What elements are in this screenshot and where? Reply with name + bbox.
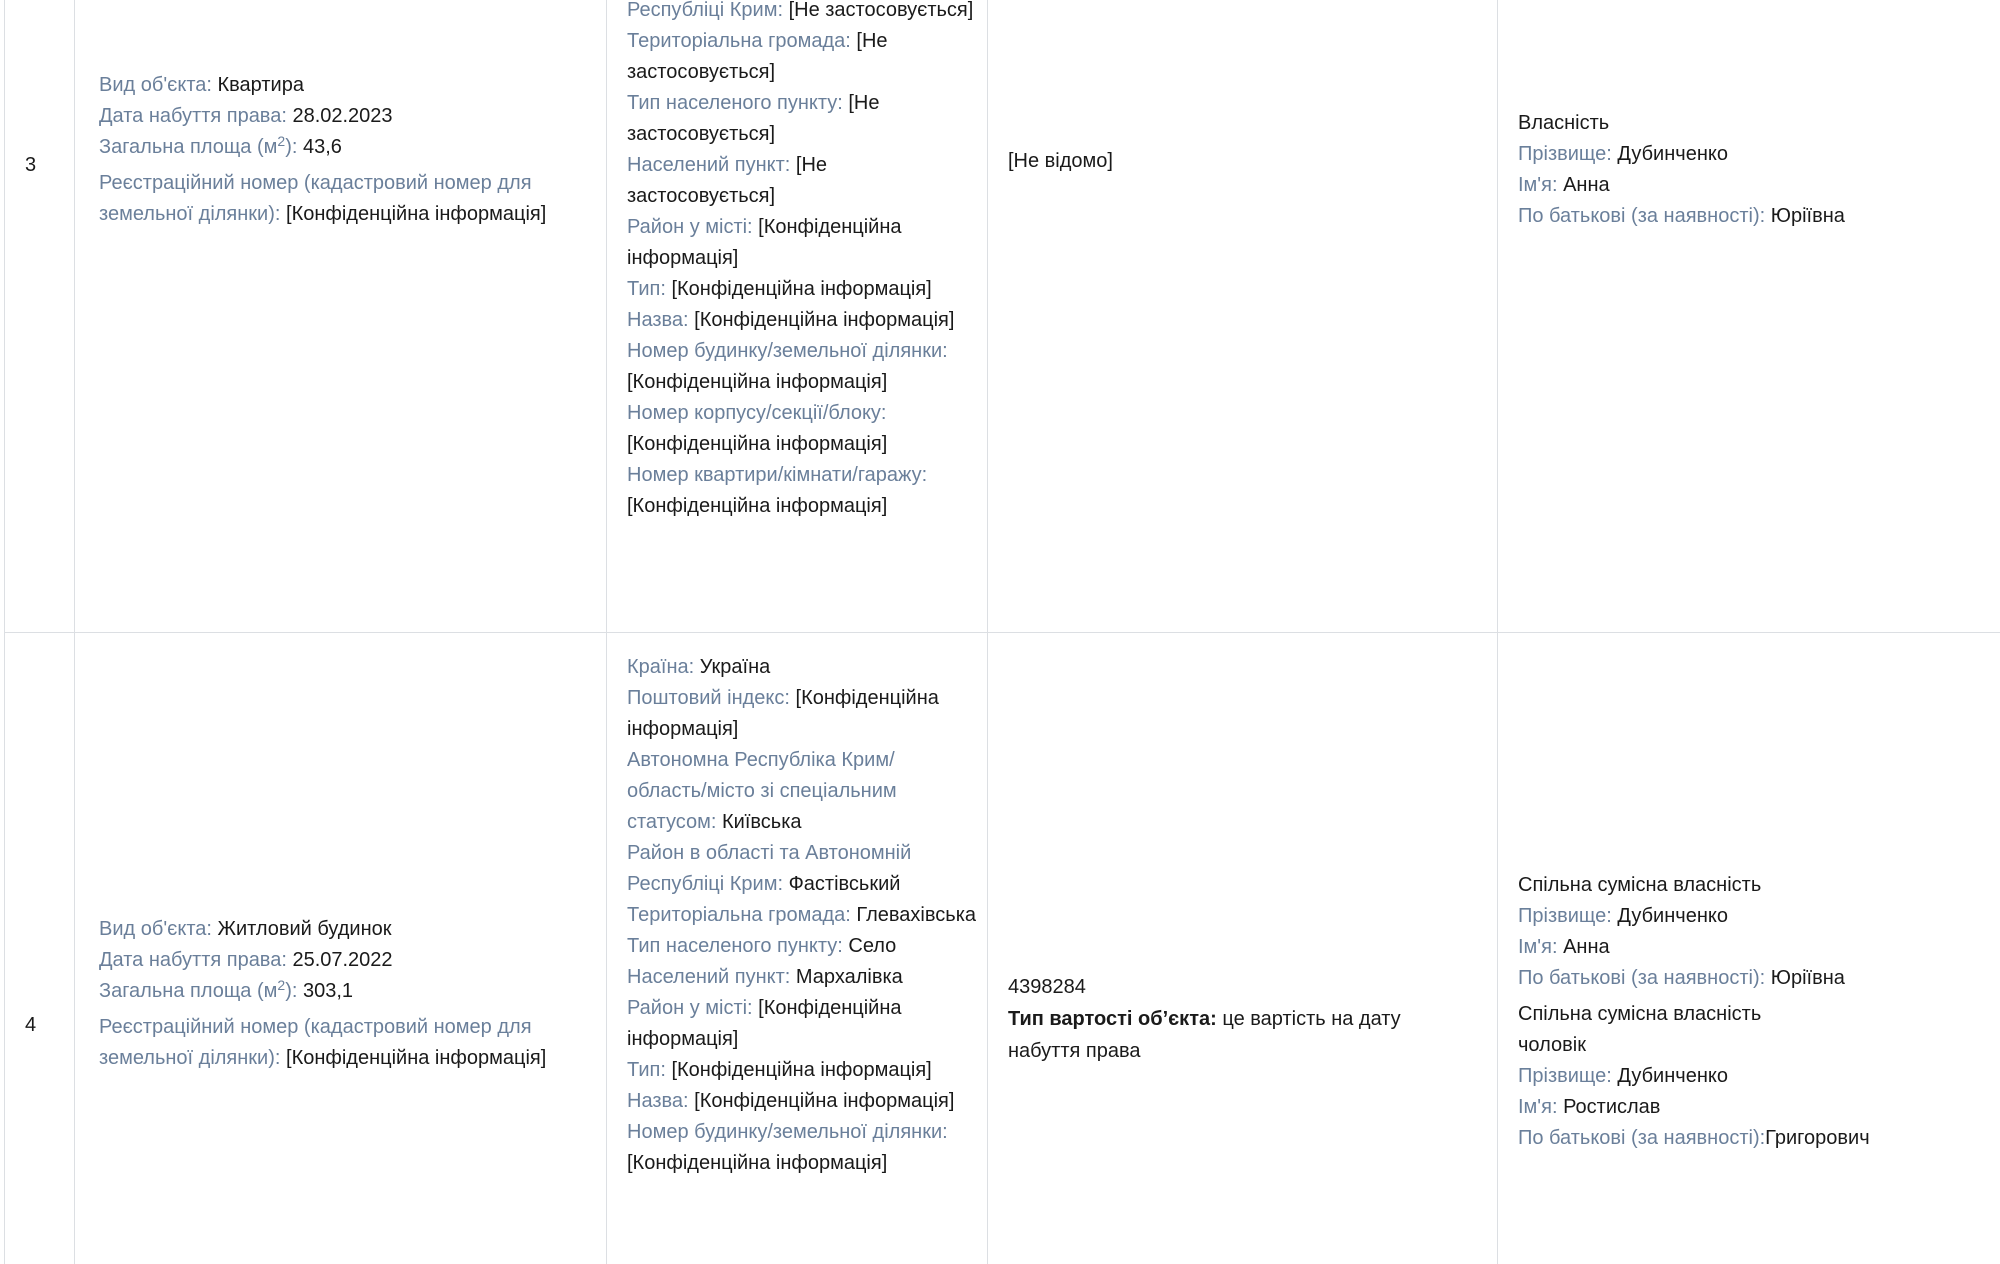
address-cell: [607, 0, 988, 632]
street-type-label: Тип:: [627, 1059, 666, 1081]
last-name-label: Прізвище:: [1518, 905, 1612, 927]
owner-first-name-line: [1518, 932, 1918, 963]
community-label: Територіальна громада:: [627, 904, 851, 926]
city-district-value: [Конфіденційна інформація]: [627, 997, 902, 1050]
owner-first-name-line: [1518, 170, 1988, 201]
row-number-cell: [5, 0, 75, 632]
registration-number-value: [Конфіденційна інформація]: [286, 203, 547, 225]
object-type-line: [99, 914, 559, 945]
street-type-line: [627, 1055, 977, 1086]
owner-last-name-line: [1518, 901, 1918, 932]
value-cell: [988, 0, 1498, 632]
acquired-date-label: Дата набуття права:: [99, 105, 287, 127]
district-value: Фастівський: [788, 873, 901, 895]
owner-last-name: Дубинченко: [1617, 1065, 1728, 1087]
community-line: [627, 26, 977, 88]
owners-cell: [1498, 632, 2000, 1264]
street-name-label: Назва:: [627, 309, 689, 331]
apartment-number-value: [Конфіденційна інформація]: [627, 495, 888, 517]
ownership-type: Спільна сумісна власність: [1518, 874, 1762, 896]
owner-relation: чоловік: [1518, 1034, 1586, 1056]
building-number-value: [Конфіденційна інформація]: [627, 433, 888, 455]
region-label: Автономна Республіка Крим/ область/місто зі спеціальним статусом:: [627, 749, 897, 833]
row-number: 4: [25, 1014, 37, 1036]
house-number-label: Номер будинку/земельної ділянки:: [627, 1121, 948, 1143]
region-value: Київська: [722, 811, 802, 833]
owner-entry: [1518, 870, 1918, 994]
district-value: [Не застосовується]: [788, 0, 974, 21]
country-label: Країна:: [627, 656, 695, 678]
owner-patronymic-line: [1518, 1123, 1918, 1154]
settlement-type-label: Тип населеного пункту:: [627, 935, 843, 957]
first-name-label: Ім'я:: [1518, 1096, 1558, 1118]
owner-first-name-line: [1518, 1092, 1918, 1123]
owner-patronymic: Юріївна: [1770, 967, 1845, 989]
value-type-text: це вартість на дату набуття права: [1008, 1008, 1401, 1062]
acquired-date-line: [99, 101, 559, 132]
street-type-value: [Конфіденційна інформація]: [671, 1059, 932, 1081]
settlement-type-value: Село: [848, 935, 897, 957]
street-name-value: [Конфіденційна інформація]: [694, 309, 955, 331]
owner-patronymic-line: [1518, 963, 1918, 994]
community-value: Глевахівська: [856, 904, 977, 926]
object-type-line: [99, 70, 559, 101]
street-name-label: Назва:: [627, 1090, 689, 1112]
total-area-value: 43,6: [302, 136, 342, 158]
address-cell: [607, 632, 988, 1264]
acquired-date-value: 28.02.2023: [292, 105, 393, 127]
value-type-line: [1008, 1003, 1478, 1067]
house-number-line: [627, 336, 977, 398]
total-area-label: Загальна площа $(м^2)$:: [99, 977, 298, 1002]
owner-entry: [1518, 999, 1918, 1154]
settlement-type-label: Тип населеного пункту:: [627, 92, 843, 114]
district-label: Республіці Крим:: [627, 0, 784, 21]
acquired-date-value: 25.07.2022: [292, 949, 393, 971]
table-row: [4, 0, 2000, 633]
settlement-label: Населений пункт:: [627, 154, 791, 176]
patronymic-label: По батькові (за наявності):: [1518, 1127, 1766, 1149]
owner-last-name-line: [1518, 139, 1988, 170]
street-name-value: [Конфіденційна інформація]: [694, 1090, 955, 1112]
patronymic-label: По батькові (за наявності):: [1518, 967, 1766, 989]
city-district-label: Район у місті:: [627, 216, 753, 238]
district-line: [627, 0, 977, 26]
district-label: Район в області та Автономній Республіці Крим:: [627, 842, 912, 895]
owner-patronymic-line: [1518, 201, 1988, 232]
total-area-value: 303,1: [302, 980, 354, 1002]
value-cell: [988, 632, 1498, 1264]
community-value: [Не застосовується]: [627, 30, 888, 83]
object-type-label: Вид об'єкта:: [99, 74, 212, 96]
building-number-label: Номер корпусу/секції/блоку:: [627, 402, 887, 424]
street-type-line: [627, 274, 977, 305]
owner-last-name: Дубинченко: [1617, 905, 1728, 927]
settlement-type-value: [Не застосовується]: [627, 92, 880, 145]
value-type-label: Тип вартості об’єкта:: [1008, 1008, 1217, 1030]
registration-number-line: [99, 1012, 559, 1074]
settlement-value: [Не застосовується]: [627, 154, 828, 207]
region-line: [627, 745, 977, 838]
street-type-value: [Конфіденційна інформація]: [671, 278, 932, 300]
postal-code-value: [Конфіденційна інформація]: [627, 687, 939, 740]
last-name-label: Прізвище:: [1518, 143, 1612, 165]
settlement-line: [627, 962, 977, 993]
acquired-date-label: Дата набуття права:: [99, 949, 287, 971]
settlement-value: Мархалівка: [795, 966, 903, 988]
settlement-type-line: [627, 88, 977, 150]
city-district-label: Район у місті:: [627, 997, 753, 1019]
building-number-line: [627, 398, 977, 460]
city-district-line: [627, 212, 977, 274]
registration-number-label: Реєстраційний номер (кадастровий номер для земельної ділянки):: [99, 1016, 532, 1069]
ownership-type: Власність: [1518, 112, 1610, 134]
registration-number-value: [Конфіденційна інформація]: [286, 1047, 547, 1069]
value-amount: 4398284: [1008, 976, 1086, 998]
first-name-label: Ім'я:: [1518, 174, 1558, 196]
last-name-label: Прізвище:: [1518, 1065, 1612, 1087]
registration-number-line: [99, 168, 559, 230]
settlement-label: Населений пункт:: [627, 966, 791, 988]
house-number-value: [Конфіденційна інформація]: [627, 371, 888, 393]
street-type-label: Тип:: [627, 278, 666, 300]
street-name-line: [627, 305, 977, 336]
owner-last-name: Дубинченко: [1617, 143, 1728, 165]
owner-last-name-line: [1518, 1061, 1918, 1092]
district-line: [627, 838, 977, 900]
object-cell: [75, 632, 607, 1264]
row-number: 3: [25, 154, 37, 176]
house-number-line: [627, 1117, 977, 1179]
ownership-type: Спільна сумісна власність: [1518, 1003, 1762, 1025]
community-label: Територіальна громада:: [627, 30, 851, 52]
community-line: [627, 900, 977, 931]
owner-patronymic: Григорович: [1765, 1127, 1870, 1149]
apartment-number-label: Номер квартири/кімнати/гаражу:: [627, 464, 928, 486]
row-number-cell: [5, 632, 75, 1264]
patronymic-label: По батькові (за наявності):: [1518, 205, 1766, 227]
object-type-value: Житловий будинок: [217, 918, 392, 940]
total-area-line: [99, 976, 559, 1007]
postal-code-line: [627, 683, 977, 745]
acquired-date-line: [99, 945, 559, 976]
first-name-label: Ім'я:: [1518, 936, 1558, 958]
settlement-type-line: [627, 931, 977, 962]
country-line: [627, 652, 977, 683]
value-amount: [Не відомо]: [1008, 150, 1113, 172]
apartment-number-line: [627, 460, 977, 522]
city-district-value: [Конфіденційна інформація]: [627, 216, 902, 269]
owner-first-name: Ростислав: [1563, 1096, 1661, 1118]
street-name-line: [627, 1086, 977, 1117]
owner-first-name: Анна: [1563, 174, 1610, 196]
total-area-label: Загальна площа $(м^2)$:: [99, 133, 298, 158]
table-row: [4, 632, 2000, 1264]
postal-code-label: Поштовий індекс:: [627, 687, 790, 709]
object-type-value: Квартира: [217, 74, 304, 96]
owner-first-name: Анна: [1563, 936, 1610, 958]
city-district-line: [627, 993, 977, 1055]
owner-patronymic: Юріївна: [1770, 205, 1845, 227]
owners-cell: [1498, 0, 2000, 632]
object-type-label: Вид об'єкта:: [99, 918, 212, 940]
total-area-line: [99, 132, 559, 163]
object-cell: [75, 0, 607, 632]
house-number-label: Номер будинку/земельної ділянки:: [627, 340, 948, 362]
registration-number-label: Реєстраційний номер (кадастровий номер для земельної ділянки):: [99, 172, 532, 225]
house-number-value: [Конфіденційна інформація]: [627, 1152, 888, 1174]
country-value: Україна: [699, 656, 771, 678]
settlement-line: [627, 150, 977, 212]
